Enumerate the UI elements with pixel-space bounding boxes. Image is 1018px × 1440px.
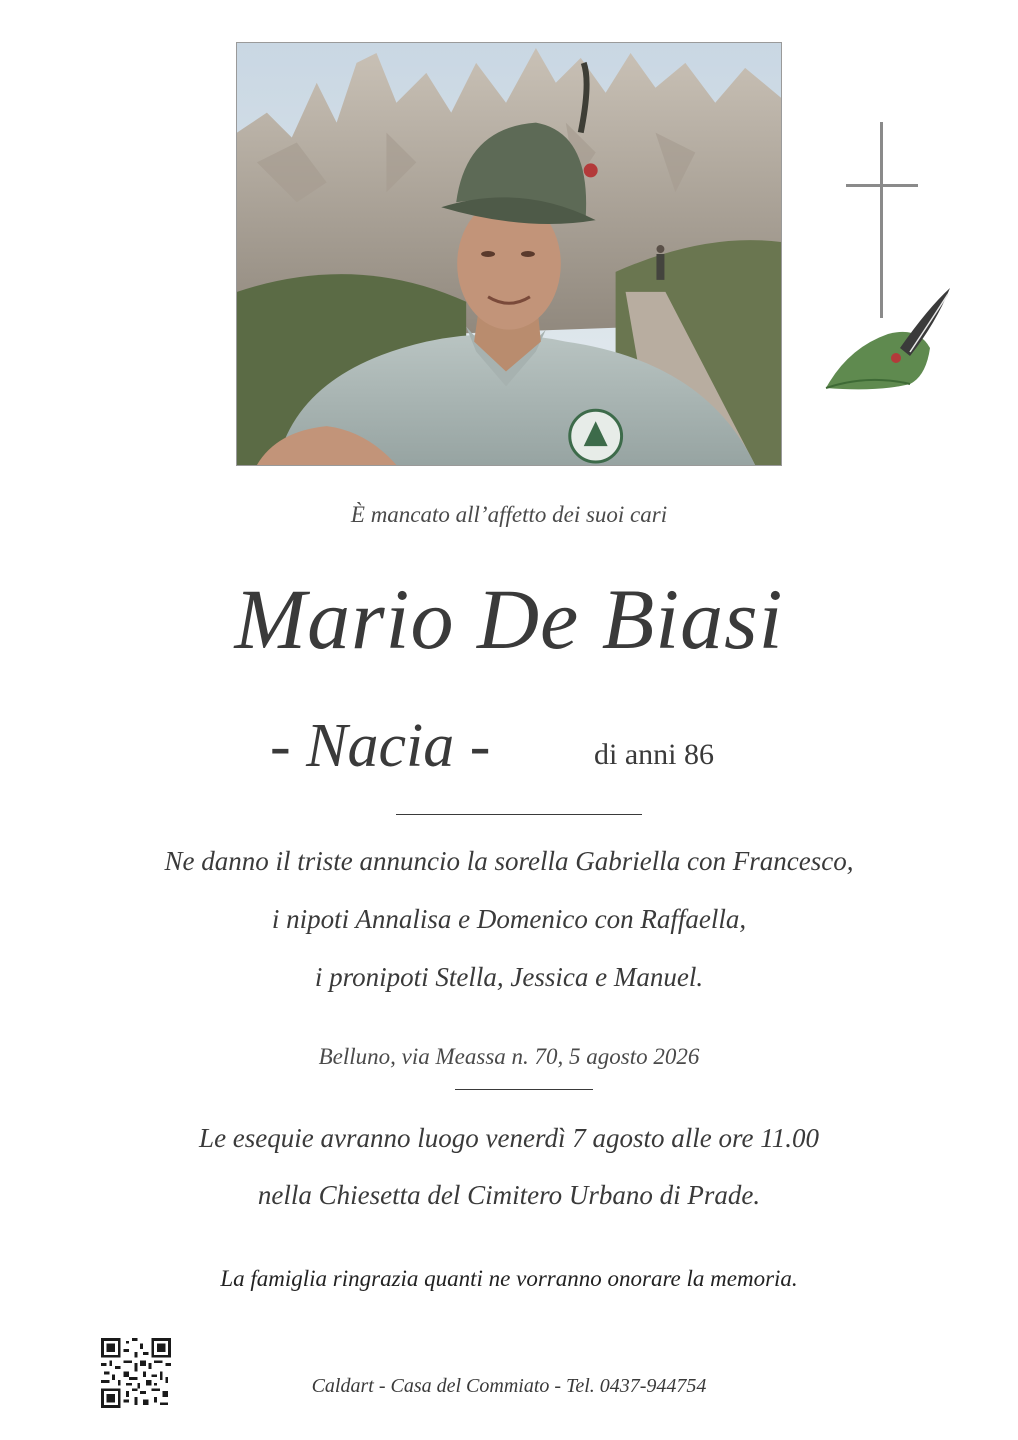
intro-text: È mancato all’affetto dei suoi cari: [350, 502, 668, 527]
thanks-text: La famiglia ringrazia quanti ne vorranno onorare la memoria.: [220, 1266, 798, 1291]
announcement-line: i pronipoti Stella, Jessica e Manuel.: [314, 962, 704, 992]
emblem-drawing: [818, 108, 958, 408]
cross-with-alpine-hat-icon: [818, 108, 958, 408]
portrait-photo: [236, 42, 782, 466]
announcement: [0, 840, 1018, 1014]
deceased-name: Mario De Biasi: [234, 571, 784, 667]
funeral-info: [0, 1118, 1018, 1232]
funeral-home-footer: Caldart - Casa del Commiato - Tel. 0437-944754: [311, 1375, 707, 1397]
funeral-line: Le esequie avranno luogo venerdì 7 agosto alle ore 11.00: [199, 1123, 819, 1153]
nickname: - Nacia -: [270, 712, 491, 780]
funeral-line: nella Chiesetta del Cimitero Urbano di Prade.: [257, 1180, 761, 1210]
divider: [396, 814, 642, 815]
age: di anni 86: [594, 738, 714, 771]
portrait-photo-image: [237, 43, 781, 465]
announcement-line: i nipoti Annalisa e Domenico con Raffaella,: [271, 904, 747, 934]
place-date: Belluno, via Meassa n. 70, 5 agosto 2026: [318, 1044, 700, 1069]
divider: [455, 1089, 593, 1090]
announcement-line: Ne danno il triste annuncio la sorella Gabriella con Francesco,: [164, 846, 854, 876]
